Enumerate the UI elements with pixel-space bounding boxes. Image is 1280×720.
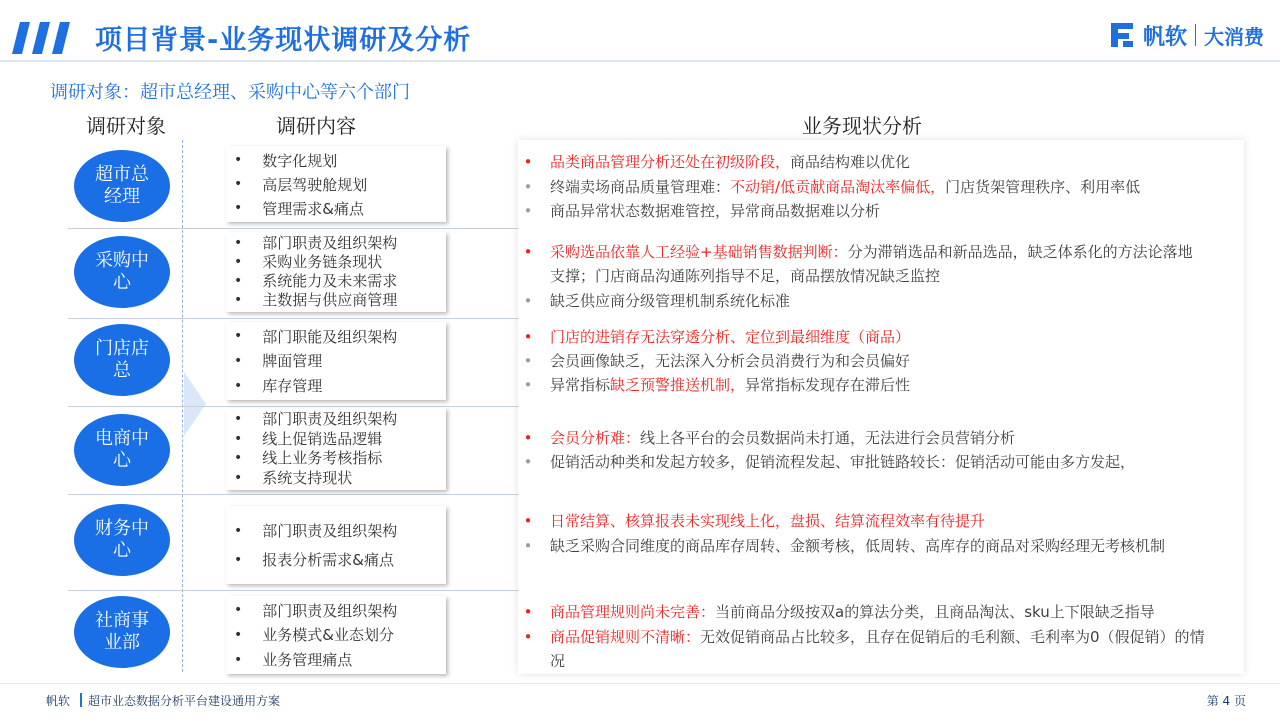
content-item: • 线上促销选品逻辑: [234, 430, 446, 449]
bullet-icon: •: [523, 243, 533, 261]
content-box-row-2: [226, 232, 446, 312]
column-header-analysis: 业务现状分析: [802, 114, 922, 138]
target-circle-supermarket-gm: 超市总经理: [74, 150, 170, 222]
content-item: • 部门职责及组织架构: [234, 600, 446, 621]
research-subtitle: 调研对象：超市总经理、采购中心等六个部门: [50, 82, 410, 103]
bullet-icon: •: [523, 352, 533, 370]
page-title: 项目背景-业务现状调研及分析: [95, 25, 472, 56]
title-stripes-decoration: [12, 22, 72, 54]
footer-title: 超市业态数据分析平台建设通用方案: [88, 694, 281, 708]
analysis-item: • 会员画像缺乏，无法深入分析会员消费行为和会员偏好: [550, 349, 1210, 373]
analysis-item: • 采购选品依靠人工经验+基础销售数据判断：分为滞销选品和新品选品，缺乏体系化的方法论落地支撑；门店商品沟通陈列指导不足，商品摆放情况缺乏监控: [550, 240, 1200, 288]
content-item: • 管理需求&痛点: [234, 198, 446, 219]
header-divider: [0, 60, 1280, 62]
analysis-item: • 促销活动种类和发起方较多，促销流程发起、审批链路较长：促销活动可能由多方发起，: [550, 450, 1210, 474]
content-box-row-1: [226, 146, 446, 222]
content-item: • 部门职能及组织架构: [234, 326, 446, 347]
target-circle-community: 社商事业部: [74, 596, 170, 668]
content-item: • 系统能力及未来需求: [234, 272, 446, 291]
arrow-right-icon: [184, 372, 206, 436]
bullet-icon: •: [523, 202, 533, 220]
content-box-row-3: [226, 322, 446, 400]
brand-name: 帆软: [1142, 24, 1187, 50]
analysis-item: • 商品异常状态数据难管控，异常商品数据难以分析: [550, 199, 1210, 223]
bullet-icon: •: [523, 512, 533, 530]
page-number: 第 4 页: [1206, 694, 1246, 708]
content-item: • 数字化规划: [234, 150, 446, 171]
analysis-item: • 商品促销规则不清晰：无效促销商品占比较多，且存在促销后的毛利额、毛利率为0（假促销）的情况: [550, 625, 1210, 673]
analysis-item: • 日常结算、核算报表未实现线上化，盘损、结算流程效率有待提升: [550, 509, 1210, 533]
target-circle-store-manager: 门店店总: [74, 324, 170, 396]
analysis-item: • 商品管理规则尚未完善：当前商品分级按双a的算法分类，且商品淘汰、sku上下限缺乏指导: [550, 600, 1210, 624]
bullet-icon: •: [523, 328, 533, 346]
bullet-icon: •: [523, 429, 533, 447]
content-box-row-4: [226, 408, 446, 490]
bullet-icon: •: [523, 292, 533, 310]
content-item: • 采购业务链条现状: [234, 253, 446, 272]
fanruan-logo-icon: [1109, 21, 1135, 49]
analysis-panel: [518, 140, 1244, 674]
target-circle-ecommerce: 电商中心: [74, 414, 170, 486]
footer-divider: [0, 683, 1280, 684]
column-header-content: 调研内容: [276, 114, 356, 138]
bullet-icon: •: [523, 178, 533, 196]
bullet-icon: •: [523, 537, 533, 555]
content-item: • 线上业务考核指标: [234, 449, 446, 468]
content-item: • 业务模式&业态划分: [234, 624, 446, 645]
analysis-item: • 品类商品管理分析还处在初级阶段，商品结构难以优化: [550, 150, 1210, 174]
content-item: • 业务管理痛点: [234, 649, 446, 670]
bullet-icon: •: [523, 628, 533, 646]
analysis-item: • 会员分析难：线上各平台的会员数据尚未打通，无法进行会员营销分析: [550, 426, 1210, 450]
analysis-item: • 异常指标缺乏预警推送机制，异常指标发现存在滞后性: [550, 373, 1210, 397]
brand-divider: [1195, 24, 1196, 46]
content-item: • 部门职责及组织架构: [234, 234, 446, 253]
bullet-icon: •: [523, 376, 533, 394]
footer-bar: [80, 693, 82, 707]
analysis-item: • 缺乏采购合同维度的商品库存周转、金额考核，低周转、高库存的商品对采购经理无考核机制: [550, 534, 1180, 558]
content-item: • 部门职责及组织架构: [234, 410, 446, 429]
content-item: • 库存管理: [234, 375, 446, 396]
content-item: • 系统支持现状: [234, 469, 446, 488]
column-header-target: 调研对象: [86, 114, 166, 138]
bullet-icon: •: [523, 453, 533, 471]
content-box-row-5: [226, 506, 446, 584]
bullet-icon: •: [523, 603, 533, 621]
content-item: • 部门职责及组织架构: [234, 520, 446, 541]
bullet-icon: •: [523, 153, 533, 171]
brand-logo-group: [1109, 20, 1264, 50]
analysis-item: • 终端卖场商品质量管理难：不动销/低贡献商品淘汰率偏低，门店货架管理秩序、利用率低: [550, 175, 1210, 199]
target-circle-purchasing: 采购中心: [74, 236, 170, 308]
content-item: • 牌面管理: [234, 350, 446, 371]
content-item: • 主数据与供应商管理: [234, 291, 446, 310]
footer-brand: 帆软: [46, 694, 71, 708]
content-item: • 高层驾驶舱规划: [234, 174, 446, 195]
brand-subtitle: 大消费: [1204, 24, 1264, 49]
analysis-item: • 门店的进销存无法穿透分析、定位到最细维度（商品）: [550, 325, 1210, 349]
analysis-item: • 缺乏供应商分级管理机制系统化标准: [550, 289, 1210, 313]
content-box-row-6: [226, 596, 446, 674]
target-circle-finance: 财务中心: [74, 504, 170, 576]
content-item: • 报表分析需求&痛点: [234, 549, 446, 570]
